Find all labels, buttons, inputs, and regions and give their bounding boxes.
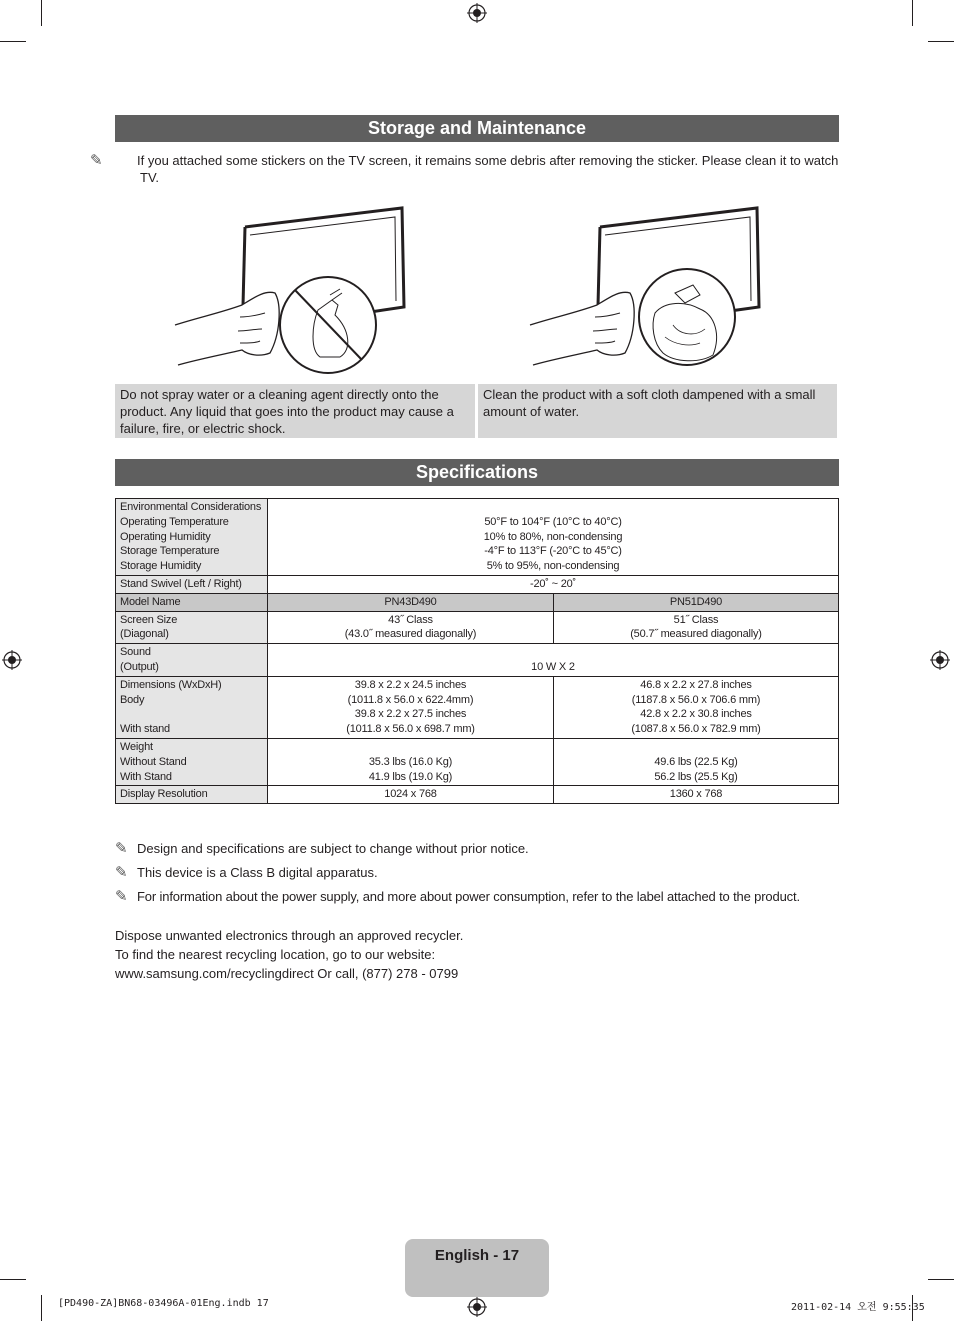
dim-value-cell: [268, 676, 554, 738]
crop-mark: [912, 0, 913, 26]
pencil-note-icon: ✎: [115, 888, 128, 905]
dim-value: (1011.8 x 56.0 x 698.7 mm): [346, 723, 475, 736]
sound-label: (Output): [120, 660, 159, 673]
note-item: [115, 840, 529, 857]
resolution-value: 1360 x 768: [554, 786, 839, 804]
caption-do-not-spray: Do not spray water or a cleaning agent directly onto the product. Any liquid that goes into the product may cause a failure, fire, or electric shock.: [115, 384, 475, 438]
dim-value: 39.8 x 2.2 x 27.5 inches: [354, 708, 467, 721]
screen-value: 51˝ Class: [673, 613, 719, 626]
screen-value: 43˝ Class: [388, 613, 433, 626]
registration-mark-icon: [467, 1297, 487, 1317]
screen-value-cell: [554, 611, 839, 644]
weight-label-cell: [116, 738, 268, 785]
env-value-cell: [268, 499, 839, 576]
crop-mark: [928, 41, 954, 42]
sound-value: 10 W X 2: [268, 644, 839, 677]
note-item: [115, 888, 800, 905]
screen-label: Screen Size: [120, 613, 178, 626]
resolution-value: 1024 x 768: [268, 786, 554, 804]
table-row: [116, 575, 839, 593]
dim-label-cell: [116, 676, 268, 738]
weight-value-cell: [554, 738, 839, 785]
page-number-tab: [405, 1239, 549, 1297]
caption-soft-cloth: Clean the product with a soft cloth dampened with a small amount of water.: [478, 384, 837, 438]
registration-mark-icon: [467, 3, 487, 23]
env-value: -4°F to 113°F (-20°C to 45°C): [484, 545, 622, 558]
page-number: English - 17: [434, 1247, 520, 1264]
dim-value: 39.8 x 2.2 x 24.5 inches: [354, 678, 467, 691]
model-label: Model Name: [116, 593, 268, 611]
sound-label-cell: [116, 644, 268, 677]
env-value: 50°F to 104°F (10°C to 40°C): [484, 515, 622, 528]
no-spray-illustration: [170, 205, 410, 375]
weight-label: With Stand: [120, 770, 172, 783]
pencil-note-icon: ✎: [115, 864, 128, 881]
registration-mark-icon: [2, 650, 22, 670]
screen-value: (50.7˝ measured diagonally): [630, 628, 762, 641]
dim-label: [120, 707, 263, 722]
slug-filename: [PD490-ZA]BN68-03496A-01Eng.indb 17: [58, 1298, 269, 1309]
pencil-note-icon: ✎: [115, 840, 128, 857]
env-label: Operating Humidity: [120, 530, 211, 543]
table-row: [116, 644, 839, 677]
screen-label: (Diagonal): [120, 628, 169, 641]
dim-value: 46.8 x 2.2 x 27.8 inches: [640, 678, 752, 691]
pencil-note-icon: ✎: [90, 152, 103, 169]
table-row: [116, 611, 839, 644]
note-text: Design and specifications are subject to change without prior notice.: [137, 841, 529, 856]
sticker-note: [90, 152, 839, 186]
swivel-value: -20˚ ~ 20˚: [268, 575, 839, 593]
recycle-line: Dispose unwanted electronics through an approved recycler.: [115, 928, 464, 943]
crop-mark: [0, 41, 26, 42]
weight-value-cell: [268, 738, 554, 785]
screen-label-cell: [116, 611, 268, 644]
env-value: 10% to 80%, non-condensing: [483, 530, 623, 543]
env-label: Storage Humidity: [120, 560, 202, 573]
spec-table: [115, 498, 839, 804]
crop-mark: [928, 1279, 954, 1280]
sound-label: Sound: [120, 646, 151, 659]
dim-value-cell: [554, 676, 839, 738]
recycle-paragraph: [115, 926, 463, 983]
dim-label: With stand: [120, 723, 170, 736]
note-item: [115, 864, 378, 881]
dim-value: 42.8 x 2.2 x 30.8 inches: [640, 708, 752, 721]
registration-mark-icon: [930, 650, 950, 670]
note-text: For information about the power supply, and more about power consumption, refer to the label attached to the product.: [137, 889, 800, 904]
dim-value: (1011.8 x 56.0 x 622.4mm): [347, 693, 474, 706]
env-value: 5% to 95%, non-condensing: [486, 560, 620, 573]
screen-value-cell: [268, 611, 554, 644]
weight-value: 41.9 lbs (19.0 Kg): [368, 770, 453, 783]
screen-value: (43.0˝ measured diagonally): [344, 628, 477, 641]
env-label: Storage Temperature: [120, 545, 220, 558]
table-row: [116, 786, 839, 804]
recycle-line: www.samsung.com/recyclingdirect Or call, (877) 278 - 0799: [115, 966, 459, 981]
soft-cloth-illustration: [525, 205, 765, 375]
note-text: This device is a Class B digital apparatus.: [137, 865, 378, 880]
dim-value: (1187.8 x 56.0 x 706.6 mm): [631, 693, 761, 706]
weight-label: Without Stand: [120, 755, 187, 768]
model-name: PN43D490: [268, 593, 554, 611]
crop-mark: [41, 1295, 42, 1321]
crop-mark: [0, 1279, 26, 1280]
recycle-line: To find the nearest recycling location, go to our website:: [115, 947, 436, 962]
env-label-cell: [116, 499, 268, 576]
sticker-note-text: If you attached some stickers on the TV screen, it remains some debris after removing the sticker. Please clean it to watch TV.: [137, 153, 839, 185]
table-row: [116, 738, 839, 785]
weight-value: 56.2 lbs (25.5 Kg): [654, 770, 738, 783]
crop-mark: [41, 0, 42, 26]
slug-timestamp: 2011-02-14 오전 9:55:35: [791, 1302, 925, 1313]
section-title-specifications: Specifications: [115, 459, 839, 486]
table-row: [116, 499, 839, 576]
dim-label: Body: [120, 693, 145, 706]
swivel-label: Stand Swivel (Left / Right): [116, 575, 268, 593]
env-label: Environmental Considerations: [120, 501, 262, 513]
table-row: [116, 593, 839, 611]
dim-label: Dimensions (WxDxH): [120, 678, 222, 691]
resolution-label: Display Resolution: [116, 786, 268, 804]
weight-value: 49.6 lbs (22.5 Kg): [654, 755, 738, 768]
weight-label: Weight: [120, 740, 153, 753]
dim-value: (1087.8 x 56.0 x 782.9 mm): [631, 723, 761, 736]
section-title-storage: Storage and Maintenance: [115, 115, 839, 142]
model-name: PN51D490: [554, 593, 839, 611]
weight-value: 35.3 lbs (16.0 Kg): [368, 755, 453, 768]
env-label: Operating Temperature: [120, 515, 229, 528]
table-row: [116, 676, 839, 738]
